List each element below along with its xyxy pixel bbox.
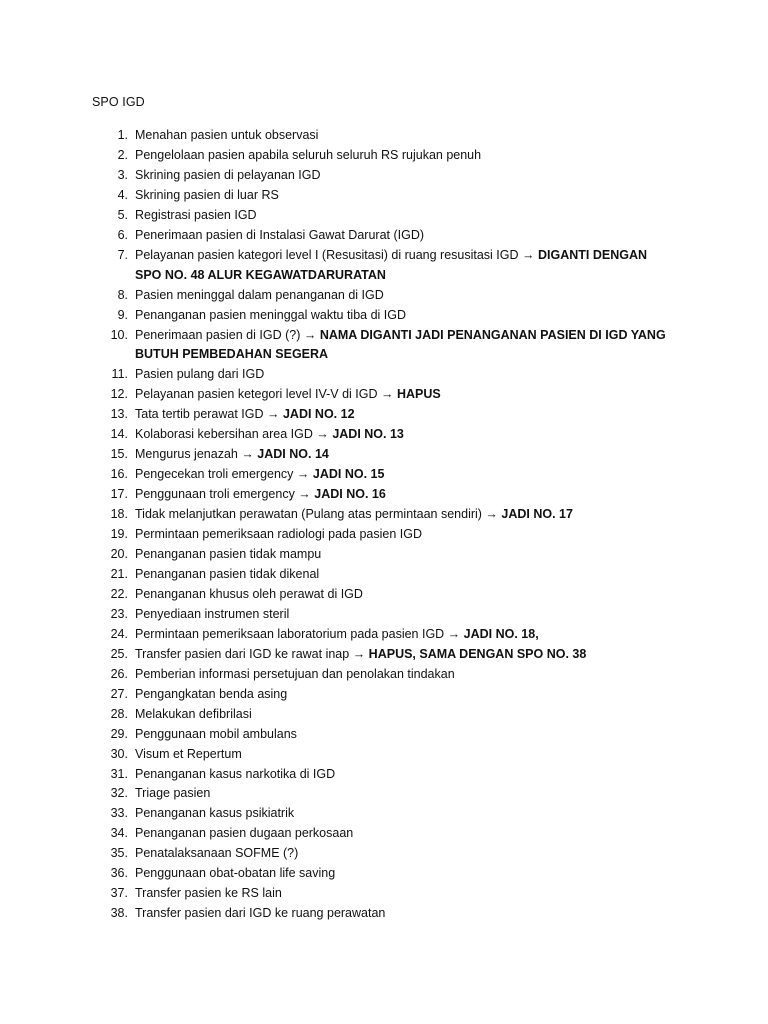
item-revision-note: JADI NO. 15 bbox=[312, 467, 385, 482]
item-text: Transfer pasien dari IGD ke ruang perawatan bbox=[135, 906, 386, 921]
item-number: 8. bbox=[117, 287, 128, 302]
item-number: 21. bbox=[110, 566, 128, 581]
item-text: Penggunaan mobil ambulans bbox=[135, 726, 297, 741]
item-revision-note: JADI NO. 18, bbox=[463, 626, 539, 641]
item-text: Pengecekan troli emergency → bbox=[135, 467, 313, 482]
item-number: 22. bbox=[110, 586, 128, 601]
list-item bbox=[92, 665, 672, 685]
item-text: Penanganan pasien tidak mampu bbox=[135, 547, 322, 562]
item-body bbox=[135, 385, 672, 405]
item-body bbox=[135, 525, 672, 545]
list-item bbox=[92, 206, 672, 226]
list-item bbox=[92, 485, 672, 505]
item-body bbox=[135, 286, 672, 306]
item-revision-note: HAPUS bbox=[396, 387, 441, 402]
item-body bbox=[135, 824, 672, 844]
item-body bbox=[135, 625, 672, 645]
item-body bbox=[135, 445, 672, 465]
list-item bbox=[92, 146, 672, 166]
item-body bbox=[135, 206, 672, 226]
list-item bbox=[92, 445, 672, 465]
item-body bbox=[135, 645, 672, 665]
list-item bbox=[92, 605, 672, 625]
item-body bbox=[135, 665, 672, 685]
item-revision-note: JADI NO. 13 bbox=[332, 427, 404, 442]
list-item bbox=[92, 844, 672, 864]
item-body bbox=[135, 725, 672, 745]
item-number: 12. bbox=[110, 387, 128, 402]
list-item bbox=[92, 685, 672, 705]
item-number: 4. bbox=[117, 187, 128, 202]
list-item bbox=[92, 326, 672, 366]
item-text: Penanganan pasien dugaan perkosaan bbox=[135, 826, 354, 841]
list-item bbox=[92, 365, 672, 385]
item-body bbox=[135, 485, 672, 505]
item-number: 13. bbox=[110, 407, 128, 422]
item-body bbox=[135, 545, 672, 565]
item-body bbox=[135, 186, 672, 206]
item-number: 20. bbox=[110, 547, 128, 562]
item-revision-note: JADI NO. 14 bbox=[257, 447, 329, 462]
item-body bbox=[135, 705, 672, 725]
item-body bbox=[135, 425, 672, 445]
item-text: Permintaan pemeriksaan radiologi pada pasien IGD bbox=[135, 527, 422, 542]
list-item bbox=[92, 286, 672, 306]
item-revision-note: JADI NO. 16 bbox=[314, 487, 386, 502]
item-body bbox=[135, 166, 672, 186]
list-item bbox=[92, 525, 672, 545]
item-text: Pasien pulang dari IGD bbox=[135, 367, 265, 382]
item-body bbox=[135, 126, 672, 146]
list-item bbox=[92, 405, 672, 425]
list-item bbox=[92, 765, 672, 785]
item-text: Penatalaksanaan SOFME (?) bbox=[135, 846, 299, 861]
item-body bbox=[135, 146, 672, 166]
item-text: Penerimaan pasien di IGD (?) → bbox=[135, 327, 320, 342]
item-number: 6. bbox=[117, 227, 128, 242]
document-title: SPO IGD bbox=[92, 95, 145, 109]
item-body bbox=[135, 804, 672, 824]
item-number: 16. bbox=[110, 467, 128, 482]
item-text: Permintaan pemeriksaan laboratorium pada pasien IGD → bbox=[135, 626, 464, 641]
item-body bbox=[135, 685, 672, 705]
list-item bbox=[92, 505, 672, 525]
item-body bbox=[135, 784, 672, 804]
item-text: Transfer pasien dari IGD ke rawat inap → bbox=[135, 646, 369, 661]
item-revision-note: HAPUS, SAMA DENGAN SPO NO. 38 bbox=[368, 646, 587, 661]
list-item bbox=[92, 625, 672, 645]
item-body bbox=[135, 306, 672, 326]
item-revision-note: JADI NO. 17 bbox=[501, 507, 573, 522]
item-number: 36. bbox=[110, 866, 128, 881]
item-number: 24. bbox=[110, 626, 128, 641]
item-number: 9. bbox=[117, 307, 128, 322]
item-body bbox=[135, 505, 672, 525]
item-text: Tata tertib perawat IGD → bbox=[135, 407, 283, 422]
item-number: 34. bbox=[110, 826, 128, 841]
item-number: 15. bbox=[110, 447, 128, 462]
item-number: 38. bbox=[110, 906, 128, 921]
item-body bbox=[135, 565, 672, 585]
list-item bbox=[92, 745, 672, 765]
item-number: 27. bbox=[110, 686, 128, 701]
item-body bbox=[135, 765, 672, 785]
item-text: Tidak melanjutkan perawatan (Pulang atas permintaan sendiri) → bbox=[135, 507, 502, 522]
item-number: 10. bbox=[110, 327, 128, 342]
list-item bbox=[92, 705, 672, 725]
item-number: 1. bbox=[117, 128, 128, 142]
item-number: 32. bbox=[110, 786, 128, 801]
list-item bbox=[92, 804, 672, 824]
list-item bbox=[92, 226, 672, 246]
item-text: Penggunaan obat-obatan life saving bbox=[135, 866, 336, 881]
item-number: 3. bbox=[117, 167, 128, 182]
item-body bbox=[135, 226, 672, 246]
item-text: Pasien meninggal dalam penanganan di IGD bbox=[135, 287, 384, 302]
item-text: Penerimaan pasien di Instalasi Gawat Darurat (IGD) bbox=[135, 227, 425, 242]
item-text: Penanganan kasus psikiatrik bbox=[135, 806, 295, 821]
list-item bbox=[92, 465, 672, 485]
item-number: 31. bbox=[110, 766, 128, 781]
item-number: 5. bbox=[117, 207, 128, 222]
list-item bbox=[92, 904, 672, 924]
list-item bbox=[92, 784, 672, 804]
item-text: Pengangkatan benda asing bbox=[135, 686, 288, 701]
item-number: 19. bbox=[110, 527, 128, 542]
item-body bbox=[135, 326, 672, 366]
item-text: Melakukan defibrilasi bbox=[135, 706, 252, 721]
item-body bbox=[135, 405, 672, 425]
item-text: Registrasi pasien IGD bbox=[135, 207, 257, 222]
list-item bbox=[92, 126, 672, 146]
item-revision-note: JADI NO. 12 bbox=[282, 407, 355, 422]
item-number: 18. bbox=[110, 507, 128, 522]
list-item bbox=[92, 864, 672, 884]
list-item bbox=[92, 166, 672, 186]
list-item bbox=[92, 186, 672, 206]
item-text: Transfer pasien ke RS lain bbox=[135, 886, 282, 901]
list-item bbox=[92, 725, 672, 745]
item-number: 35. bbox=[110, 846, 128, 861]
item-number: 25. bbox=[110, 646, 128, 661]
item-text: Penanganan pasien tidak dikenal bbox=[135, 566, 320, 581]
list-item bbox=[92, 585, 672, 605]
item-body bbox=[135, 465, 672, 485]
list-item bbox=[92, 645, 672, 665]
item-text: Pelayanan pasien ketegori level IV-V di IGD → bbox=[135, 387, 397, 402]
item-text: Pemberian informasi persetujuan dan penolakan tindakan bbox=[135, 666, 455, 681]
spo-list bbox=[92, 126, 672, 924]
item-text: Penanganan kasus narkotika di IGD bbox=[135, 766, 336, 781]
list-item bbox=[92, 306, 672, 326]
item-revision-note: DIGANTI DENGAN SPO NO. 48 ALUR KEGAWATDARURATAN bbox=[135, 247, 647, 282]
item-number: 28. bbox=[110, 706, 128, 721]
item-text: Visum et Repertum bbox=[135, 746, 242, 761]
item-text: Pelayanan pasien kategori level I (Resusitasi) di ruang resusitasi IGD → bbox=[135, 247, 538, 262]
item-number: 29. bbox=[110, 726, 128, 741]
item-text: Penanganan pasien meninggal waktu tiba di IGD bbox=[135, 307, 407, 322]
list-item bbox=[92, 884, 672, 904]
list-item bbox=[92, 565, 672, 585]
item-body bbox=[135, 585, 672, 605]
item-text: Skrining pasien di luar RS bbox=[135, 187, 279, 202]
item-number: 2. bbox=[117, 147, 128, 162]
item-body bbox=[135, 605, 672, 625]
item-text: Triage pasien bbox=[135, 786, 211, 801]
item-revision-note: NAMA DIGANTI JADI PENANGANAN PASIEN DI IGD YANG BUTUH PEMBEDAHAN SEGERA bbox=[135, 327, 666, 362]
item-number: 7. bbox=[117, 247, 128, 262]
item-body bbox=[135, 246, 672, 286]
item-text: Kolaborasi kebersihan area IGD → bbox=[135, 427, 333, 442]
item-body bbox=[135, 864, 672, 884]
item-text: Penanganan khusus oleh perawat di IGD bbox=[135, 586, 363, 601]
list-item bbox=[92, 385, 672, 405]
item-number: 14. bbox=[110, 427, 128, 442]
item-text: Penyediaan instrumen steril bbox=[135, 606, 290, 621]
list-item bbox=[92, 545, 672, 565]
item-text: Mengurus jenazah → bbox=[135, 447, 258, 462]
list-item bbox=[92, 425, 672, 445]
item-text: Penggunaan troli emergency → bbox=[135, 487, 315, 502]
item-number: 26. bbox=[110, 666, 128, 681]
item-body bbox=[135, 904, 672, 924]
item-number: 11. bbox=[111, 367, 128, 382]
item-number: 37. bbox=[110, 886, 128, 901]
item-number: 17. bbox=[110, 487, 128, 502]
item-body bbox=[135, 884, 672, 904]
item-number: 30. bbox=[110, 746, 128, 761]
item-body bbox=[135, 365, 672, 385]
item-text: Menahan pasien untuk observasi bbox=[135, 128, 319, 142]
item-number: 33. bbox=[110, 806, 128, 821]
item-number: 23. bbox=[110, 606, 128, 621]
list-item bbox=[92, 824, 672, 844]
item-body bbox=[135, 745, 672, 765]
list-item bbox=[92, 246, 672, 286]
item-text: Pengelolaan pasien apabila seluruh seluruh RS rujukan penuh bbox=[135, 147, 482, 162]
item-text: Skrining pasien di pelayanan IGD bbox=[135, 167, 321, 182]
item-body bbox=[135, 844, 672, 864]
